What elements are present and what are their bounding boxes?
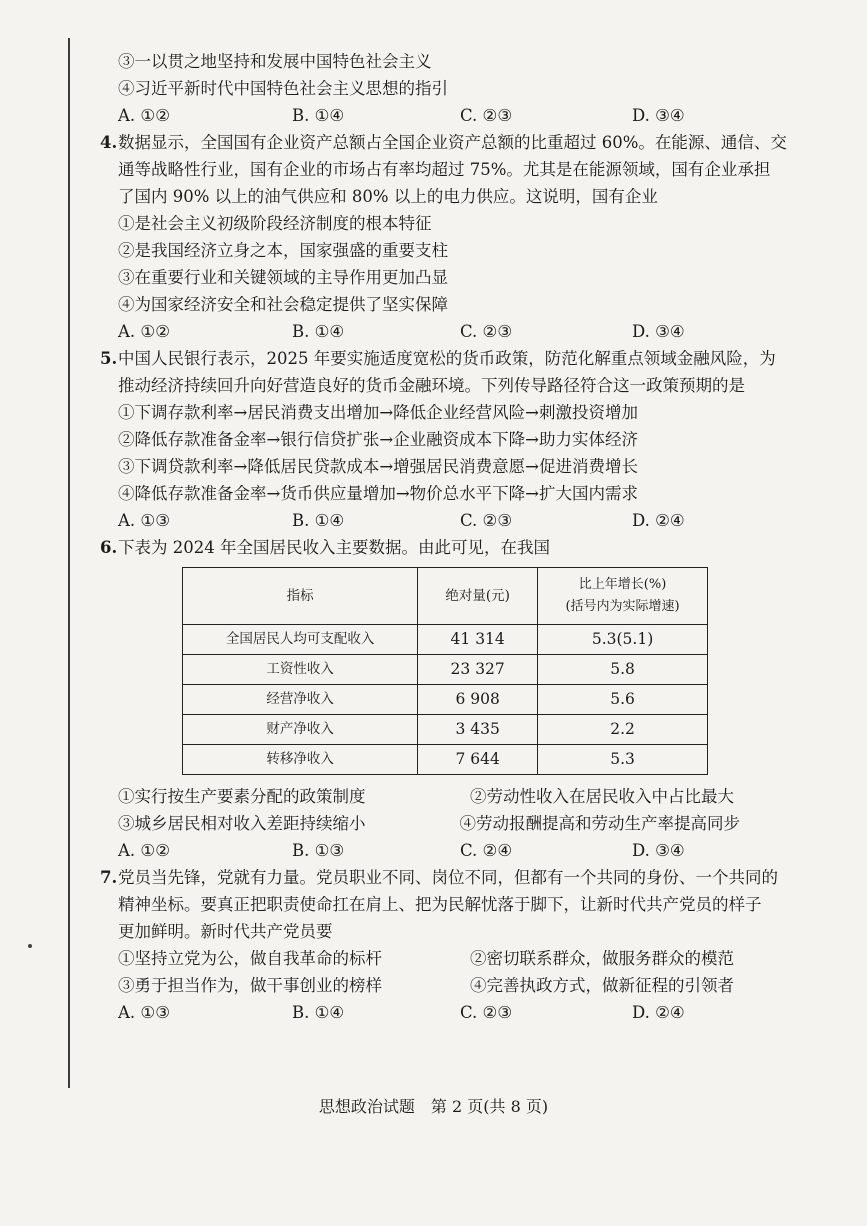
choice-c: C. ②③: [460, 1003, 513, 1022]
option-line: ②密切联系群众，做服务群众的模范: [470, 949, 734, 968]
table-row: [183, 655, 708, 685]
option-pair: [100, 810, 740, 837]
table-cell-indicator: 工资性收入: [183, 655, 418, 685]
choice-d: D. ②④: [632, 511, 685, 530]
question-stem-line: 中国人民银行表示，2025 年要实施适度宽松的货币政策，防范化解重点领域金融风险，为: [118, 349, 776, 368]
question-6: [100, 534, 740, 864]
option-line: ④为国家经济安全和社会稳定提供了坚实保障: [118, 295, 448, 314]
question-number: 6.: [100, 538, 118, 557]
choice-b: B. ①④: [292, 106, 345, 125]
option-line: ②是我国经济立身之本，国家强盛的重要支柱: [118, 241, 448, 260]
choice-c: C. ②③: [460, 106, 513, 125]
answer-choices: [100, 837, 740, 864]
choice-c: C. ②③: [460, 322, 513, 341]
choice-c: C. ②③: [460, 511, 513, 530]
choice-d: D. ②④: [632, 1003, 685, 1022]
option-pair: [100, 945, 740, 972]
growth-header-line: 比上年增长(%): [578, 577, 667, 592]
question-4: [100, 129, 787, 345]
choice-a: A. ①②: [118, 106, 170, 125]
table-cell-amount: 3 435: [418, 715, 538, 745]
table-row: [183, 715, 708, 745]
option-line: ④习近平新时代中国特色社会主义思想的指引: [118, 79, 448, 98]
table-cell-amount: 7 644: [418, 745, 538, 775]
question-number: 7.: [100, 868, 118, 887]
scan-speck: [28, 944, 32, 948]
table-header-amount: 绝对量(元): [418, 568, 538, 625]
question-number: 5.: [100, 349, 118, 368]
option-line: ①是社会主义初级阶段经济制度的根本特征: [118, 214, 432, 233]
option-line: ①实行按生产要素分配的政策制度: [118, 787, 366, 806]
choice-d: D. ③④: [632, 106, 685, 125]
table-cell-amount: 6 908: [418, 685, 538, 715]
option-pair: [100, 783, 740, 810]
question-7: [100, 864, 778, 1026]
option-line: ④降低存款准备金率→货币供应量增加→物价总水平下降→扩大国内需求: [118, 484, 638, 503]
option-line: ④劳动报酬提高和劳动生产率提高同步: [459, 814, 740, 833]
question-stem-line: 了国内 90% 以上的油气供应和 80% 以上的电力供应。这说明，国有企业: [118, 187, 658, 206]
table-header-indicator: 指标: [183, 568, 418, 625]
option-line: ②降低存款准备金率→银行信贷扩张→企业融资成本下降→助力实体经济: [118, 430, 638, 449]
option-line: ③勇于担当作为，做干事创业的榜样: [118, 976, 382, 995]
option-line: ④完善执政方式，做新征程的引领者: [470, 976, 734, 995]
table-cell-growth: 5.8: [538, 655, 708, 685]
answer-choices: [100, 999, 740, 1026]
answer-choices: [100, 507, 740, 534]
choice-d: D. ③④: [632, 322, 685, 341]
question-stem-line: 精神坐标。要真正把职责使命扛在肩上、把为民解忧落于脚下，让新时代共产党员的样子: [118, 895, 762, 914]
question-stem-line: 通等战略性行业，国有企业的市场占有率均超过 75%。尤其是在能源领域，国有企业承担: [118, 160, 771, 179]
option-line: ③下调贷款利率→降低居民贷款成本→增强居民消费意愿→促进消费增长: [118, 457, 638, 476]
choice-a: A. ①③: [118, 1003, 170, 1022]
table-header-row: [183, 568, 708, 625]
question-stem-line: 党员当先锋，党就有力量。党员职业不同、岗位不同，但都有一个共同的身份、一个共同的: [118, 868, 778, 887]
option-line: ③在重要行业和关键领域的主导作用更加凸显: [118, 268, 448, 287]
table-cell-growth: 2.2: [538, 715, 708, 745]
choice-b: B. ①③: [292, 841, 345, 860]
choice-b: B. ①④: [292, 322, 345, 341]
binding-margin-line: [68, 38, 70, 1088]
page-footer: 思想政治试题 第 2 页(共 8 页): [318, 1097, 549, 1116]
option-line: ③一以贯之地坚持和发展中国特色社会主义: [118, 52, 432, 71]
choice-b: B. ①④: [292, 1003, 345, 1022]
option-line: ③城乡居民相对收入差距持续缩小: [118, 814, 366, 833]
choice-d: D. ③④: [632, 841, 685, 860]
table-row: [183, 685, 708, 715]
table-header-growth: [538, 568, 708, 625]
choice-b: B. ①④: [292, 511, 345, 530]
growth-header-note: (括号内为实际增速): [565, 599, 680, 614]
option-line: ①下调存款利率→居民消费支出增加→降低企业经营风险→刺激投资增加: [118, 403, 638, 422]
table-cell-indicator: 经营净收入: [183, 685, 418, 715]
choice-a: A. ①③: [118, 511, 170, 530]
option-line: ②劳动性收入在居民收入中占比最大: [470, 787, 734, 806]
question-5: [100, 345, 776, 534]
table-cell-indicator: 全国居民人均可支配收入: [183, 625, 418, 655]
question-stem-line: 更加鲜明。新时代共产党员要: [118, 922, 333, 941]
question-number: 4.: [100, 133, 118, 152]
question-stem-line: 数据显示，全国国有企业资产总额占全国企业资产总额的比重超过 60%。在能源、通信、交: [118, 133, 787, 152]
question-stem-line: 推动经济持续回升向好营造良好的货币金融环境。下列传导路径符合这一政策预期的是: [118, 376, 745, 395]
table-cell-growth: 5.3: [538, 745, 708, 775]
choice-a: A. ①②: [118, 322, 170, 341]
choice-a: A. ①②: [118, 841, 170, 860]
table-cell-amount: 23 327: [418, 655, 538, 685]
question-stem-line: 下表为 2024 年全国居民收入主要数据。由此可见，在我国: [118, 538, 550, 557]
option-pair: [100, 972, 740, 999]
table-cell-growth: 5.6: [538, 685, 708, 715]
option-line: ①坚持立党为公，做自我革命的标杆: [118, 949, 382, 968]
income-data-table: [182, 567, 708, 775]
table-cell-indicator: 转移净收入: [183, 745, 418, 775]
table-cell-amount: 41 314: [418, 625, 538, 655]
answer-choices: [100, 318, 740, 345]
exam-page: [100, 48, 787, 1026]
choice-c: C. ②④: [460, 841, 513, 860]
table-row: [183, 745, 708, 775]
table-cell-growth: 5.3(5.1): [538, 625, 708, 655]
table-row: [183, 625, 708, 655]
table-cell-indicator: 财产净收入: [183, 715, 418, 745]
answer-choices: [100, 102, 740, 129]
